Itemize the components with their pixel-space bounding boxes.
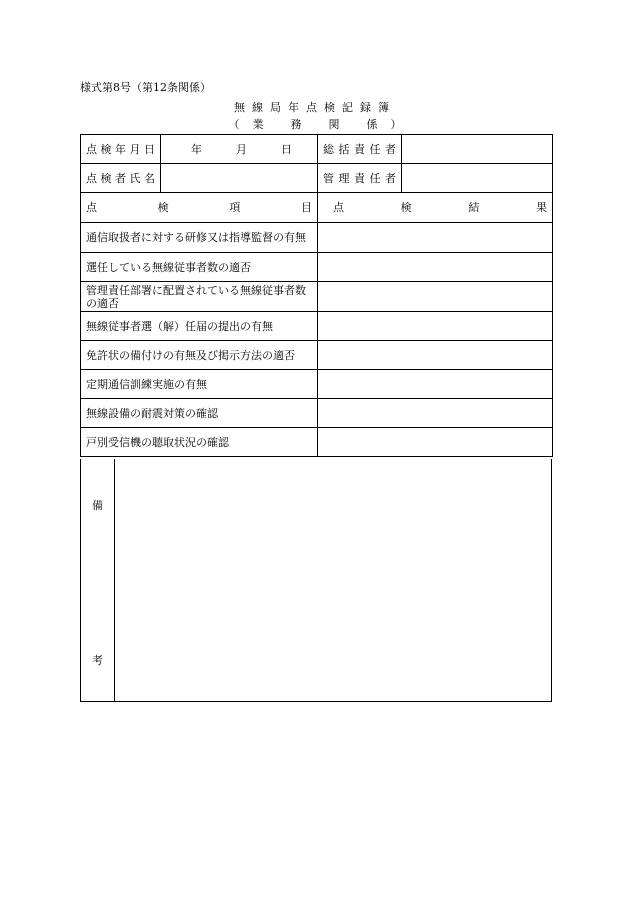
remarks-label-bottom: 考 xyxy=(92,654,103,667)
inspector-name-field[interactable] xyxy=(161,164,318,193)
table-row xyxy=(81,399,553,428)
inspector-name-label: 点 検 者 氏 名 xyxy=(81,164,161,193)
general-manager-label: 総 括 責 任 者 xyxy=(318,135,402,164)
result-field[interactable] xyxy=(318,399,553,428)
table-row xyxy=(81,370,553,399)
info-row-inspector xyxy=(81,164,553,193)
manager-label: 管 理 責 任 者 xyxy=(318,164,402,193)
manager-field[interactable] xyxy=(402,164,553,193)
result-field[interactable] xyxy=(318,341,553,370)
item-label: 定期通信訓練実施の有無 xyxy=(81,370,318,399)
remarks-section xyxy=(80,459,552,702)
general-manager-field[interactable] xyxy=(402,135,553,164)
result-field[interactable] xyxy=(318,370,553,399)
item-label: 選任している無線従事者数の適否 xyxy=(81,253,318,282)
result-field[interactable] xyxy=(318,282,553,312)
form-number: 様式第8号（第12条関係） xyxy=(80,81,211,94)
table-row xyxy=(81,253,553,282)
inspection-date-label: 点 検 年 月 日 xyxy=(81,135,161,164)
inspection-table xyxy=(80,134,553,457)
table-row xyxy=(81,428,553,457)
result-field[interactable] xyxy=(318,312,553,341)
remarks-label-top: 備 xyxy=(92,499,103,512)
item-column-header: 点 検 項 目 xyxy=(81,193,318,223)
result-field[interactable] xyxy=(318,428,553,457)
subtitle-close: ） xyxy=(390,118,402,131)
result-field[interactable] xyxy=(318,253,553,282)
table-row xyxy=(81,341,553,370)
page-title: 無線局年点検記録簿 xyxy=(234,101,396,114)
page-subtitle xyxy=(0,118,630,132)
item-label: 無線従事者選（解）任届の提出の有無 xyxy=(81,312,318,341)
item-label: 免許状の備付けの有無及び掲示方法の適否 xyxy=(81,341,318,370)
result-field[interactable] xyxy=(318,223,553,253)
table-row xyxy=(81,223,553,253)
remarks-field[interactable] xyxy=(115,459,551,701)
subtitle-char: 業 xyxy=(252,118,264,131)
item-label: 無線設備の耐震対策の確認 xyxy=(81,399,318,428)
info-row-date xyxy=(81,135,553,164)
item-label: 管理責任部署に配置されている無線従事者数の適否 xyxy=(81,282,318,312)
subtitle-char: 係 xyxy=(366,118,378,131)
column-header-row xyxy=(81,193,553,223)
inspection-date-field[interactable]: 年 月 日 xyxy=(161,135,318,164)
remarks-label-column xyxy=(81,459,115,701)
item-label: 戸別受信機の聴取状況の確認 xyxy=(81,428,318,457)
result-column-header: 点 検 結 果 xyxy=(318,193,553,223)
subtitle-char: 務 xyxy=(290,118,302,131)
table-row xyxy=(81,282,553,312)
item-label: 通信取扱者に対する研修又は指導監督の有無 xyxy=(81,223,318,253)
table-row xyxy=(81,312,553,341)
subtitle-open: （ xyxy=(228,118,240,131)
subtitle-char: 関 xyxy=(328,118,340,131)
